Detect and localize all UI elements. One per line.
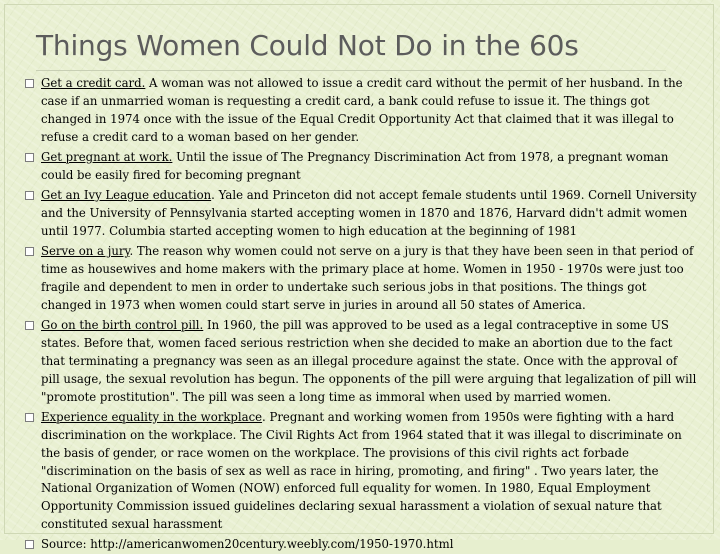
- bullet-credit-card: [24, 75, 698, 147]
- bullet-text: A woman was not allowed to issue a credit card without the permit of her husband. In the case if an unmarried woman is requesting a credit card, a bank could refuse to issue it. The things got changed in 1974 once with the issue of the Equal Credit Opportunity Act that claimed that it was illegal to refuse a credit card to a woman based on her gender.: [41, 76, 683, 144]
- title-divider: [36, 66, 666, 71]
- bullet-text: . The reason why women could not serve on a jury is that they have been seen in that period of time as housewives and home makers with the primary place at home. Women in 1950 - 1970s were just too fragile and dependent to men in order to undertake such serious jobs in that positions. The things got changed in 1973 when women could start serve in juries in around all 50 states of America.: [41, 244, 694, 312]
- bullet-heading: Experience equality in the workplace: [41, 409, 263, 424]
- slide-title: Things Women Could Not Do in the 60s: [36, 29, 579, 62]
- source-citation: Source: http://americanwomen20century.weebly.com/1950-1970.html: [41, 537, 454, 552]
- bullet-source: [24, 536, 698, 554]
- box-bullet-icon: [25, 153, 34, 162]
- bullet-text: . Pregnant and working women from 1950s were fighting with a hard discrimination on the workplace. The Civil Rights Act from 1964 stated that it was illegal to discriminate on the basis of gender, or race women on the workplace. The provisions of this civil rights act forbade "discrimination on the basis of sex as well as race in hiring, promoting, and firing" . Two years later, the National Organization of Women (NOW) enforced full equality for women. In 1980, Equal Employment Opportunity Commission issued guidelines declaring sexual harassment a violation of sexual nature that constituted sexual harassment: [41, 409, 682, 532]
- bullet-text: Until the issue of The Pregnancy Discrimination Act from 1978, a pregnant woman could be easily fired for becoming pregnant: [41, 149, 669, 182]
- bullet-text: . Yale and Princeton did not accept female students until 1969. Cornell University and the University of Pennsylvania started accepting women in 1870 and 1876, Harvard didn't admit women until 1977. Columbia started accepting women to high education at the beginning of 1981: [41, 188, 697, 238]
- bullet-pregnant-at-work: [24, 149, 698, 185]
- bullet-heading: Get pregnant at work.: [41, 149, 173, 164]
- box-bullet-icon: [25, 413, 34, 422]
- box-bullet-icon: [25, 247, 34, 256]
- box-bullet-icon: [25, 191, 34, 200]
- box-bullet-icon: [25, 321, 34, 330]
- bullet-list: [24, 75, 698, 552]
- bullet-heading: Get a credit card.: [41, 76, 146, 90]
- bullet-heading: Get an Ivy League education: [41, 188, 212, 203]
- box-bullet-icon: [25, 540, 34, 549]
- bullet-text: In 1960, the pill was approved to be used as a legal contraceptive in some US states. Before that, women faced serious restriction when she decided to make an abortion due to the fact that terminating a pregnancy was seen as an illegal procedure against the state. Once with the approval of pill usage, the sexual revolution has begun. The opponents of the pill were arguing that legalization of pill will "promote prostitution". The pill was seen a long time as immoral when used by married women.: [41, 317, 697, 404]
- bullet-birth-control: [24, 317, 698, 407]
- bullet-workplace-equality: [24, 409, 698, 534]
- bullet-heading: Serve on a jury: [41, 244, 130, 259]
- box-bullet-icon: [25, 79, 34, 88]
- bullet-heading: Go on the birth control pill.: [41, 317, 204, 332]
- bullet-jury: [24, 243, 698, 315]
- bullet-ivy-league: [24, 187, 698, 241]
